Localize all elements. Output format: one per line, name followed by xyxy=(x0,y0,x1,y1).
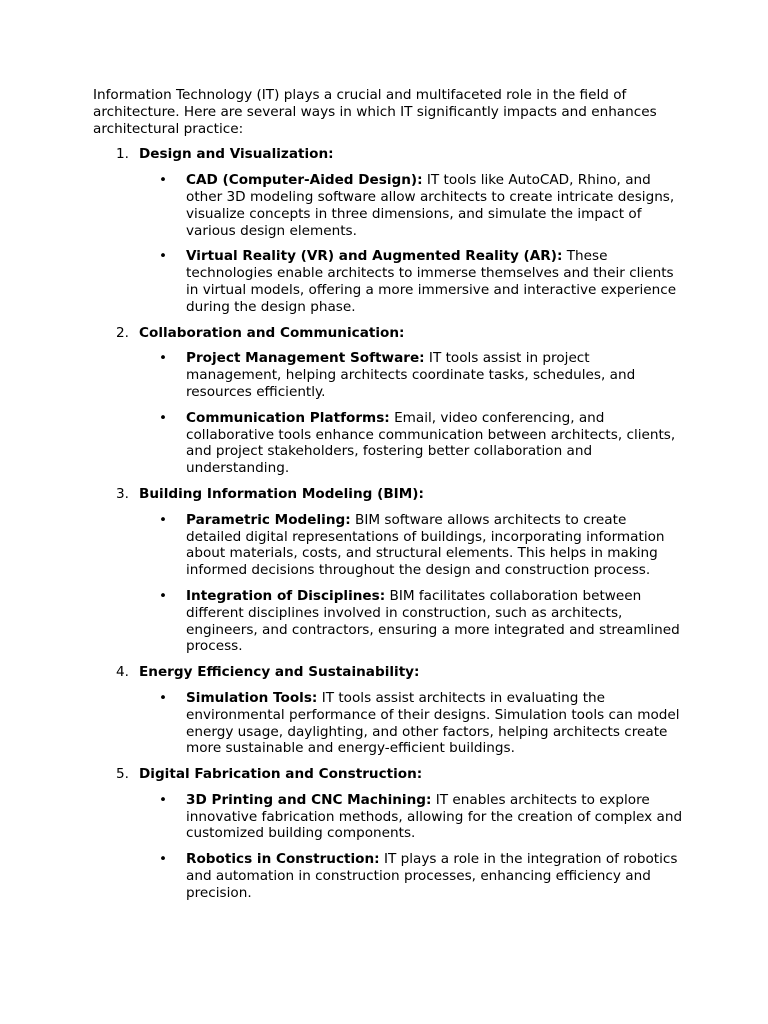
bullet-list xyxy=(93,350,683,477)
bullet-item xyxy=(93,248,683,315)
bullet-text: IT enables architects to explore innovative fabrication methods, allowing for the creation of complex and customized building components. xyxy=(186,791,683,842)
section-list xyxy=(93,146,683,901)
section-title: Design and Visualization: xyxy=(139,146,334,163)
section-item xyxy=(93,486,683,655)
section-heading xyxy=(93,766,683,783)
bullet-item xyxy=(93,851,683,901)
bullet-label: Integration of Disciplines: xyxy=(186,587,386,604)
bullet-dot-icon: • xyxy=(159,851,168,868)
section-number: 2. xyxy=(116,324,129,341)
section-number: 4. xyxy=(116,664,129,681)
bullet-label: CAD (Computer-Aided Design): xyxy=(186,172,423,189)
bullet-label: 3D Printing and CNC Machining: xyxy=(186,791,432,808)
bullet-item xyxy=(93,690,683,757)
bullet-list xyxy=(93,512,683,655)
bullet-dot-icon: • xyxy=(159,511,168,528)
bullet-label: Communication Platforms: xyxy=(186,409,390,426)
bullet-label: Robotics in Construction: xyxy=(186,851,380,868)
bullet-item xyxy=(93,792,683,842)
bullet-dot-icon: • xyxy=(159,791,168,808)
bullet-list xyxy=(93,690,683,757)
bullet-item xyxy=(93,512,683,579)
section-title: Building Information Modeling (BIM): xyxy=(139,485,424,502)
bullet-text: IT tools assist in project management, helping architects coordinate tasks, schedules, and resources efficiently. xyxy=(186,350,636,400)
bullet-dot-icon: • xyxy=(159,172,168,189)
intro-paragraph: Information Technology (IT) plays a crucial and multifaceted role in the field of architecture. Here are several ways in which IT significantly impacts and enhances architectural practice: xyxy=(93,87,657,137)
section-item xyxy=(93,766,683,902)
bullet-text: IT plays a role in the integration of robotics and automation in construction processes, enhancing efficiency and precision. xyxy=(186,851,678,901)
section-number: 3. xyxy=(116,485,129,502)
bullet-label: Virtual Reality (VR) and Augmented Reality (AR): xyxy=(186,248,563,265)
bullet-dot-icon: • xyxy=(159,689,168,706)
bullet-label: Simulation Tools: xyxy=(186,689,318,706)
bullet-text: IT tools assist architects in evaluating the environmental performance of their designs. Simulation tools can model energy usage, daylighting, and other factors, helping architects create more sustainable and energy-efficient buildings. xyxy=(186,689,680,757)
bullet-label: Parametric Modeling: xyxy=(186,511,351,528)
bullet-text: BIM software allows architects to create detailed digital representations of buildings, incorporating information about materials, costs, and structural elements. This helps in making informed decisions throughout the design and construction process. xyxy=(186,511,665,579)
bullet-text: These technologies enable architects to immerse themselves and their clients in virtual models, offering a more immersive and interactive experience during the design phase. xyxy=(186,248,677,315)
section-title: Energy Efficiency and Sustainability: xyxy=(139,664,420,681)
bullet-text: BIM facilitates collaboration between different disciplines involved in construction, such as architects, engineers, and contractors, ensuring a more integrated and streamlined process. xyxy=(186,587,680,655)
bullet-item xyxy=(93,172,683,239)
section-item xyxy=(93,325,683,477)
bullet-item xyxy=(93,350,683,400)
bullet-dot-icon: • xyxy=(159,409,168,426)
bullet-item xyxy=(93,588,683,655)
section-item xyxy=(93,146,683,315)
section-heading xyxy=(93,664,683,681)
bullet-text: Email, video conferencing, and collaborative tools enhance communication between architects, clients, and project stakeholders, fostering better collaboration and understanding. xyxy=(186,409,676,477)
document-body xyxy=(93,87,683,911)
section-number: 1. xyxy=(116,146,129,163)
section-title: Digital Fabrication and Construction: xyxy=(139,766,423,783)
bullet-dot-icon: • xyxy=(159,350,168,367)
section-number: 5. xyxy=(116,766,129,783)
bullet-item xyxy=(93,410,683,477)
bullet-text: IT tools like AutoCAD, Rhino, and other 3D modeling software allow architects to create intricate designs, visualize concepts in three dimensions, and simulate the impact of various design elements. xyxy=(186,172,675,239)
section-heading xyxy=(93,486,683,503)
bullet-dot-icon: • xyxy=(159,587,168,604)
bullet-dot-icon: • xyxy=(159,248,168,265)
bullet-label: Project Management Software: xyxy=(186,350,425,367)
section-item xyxy=(93,664,683,757)
section-heading xyxy=(93,146,683,163)
bullet-list xyxy=(93,792,683,902)
bullet-list xyxy=(93,172,683,315)
section-title: Collaboration and Communication: xyxy=(139,324,405,341)
section-heading xyxy=(93,325,683,342)
